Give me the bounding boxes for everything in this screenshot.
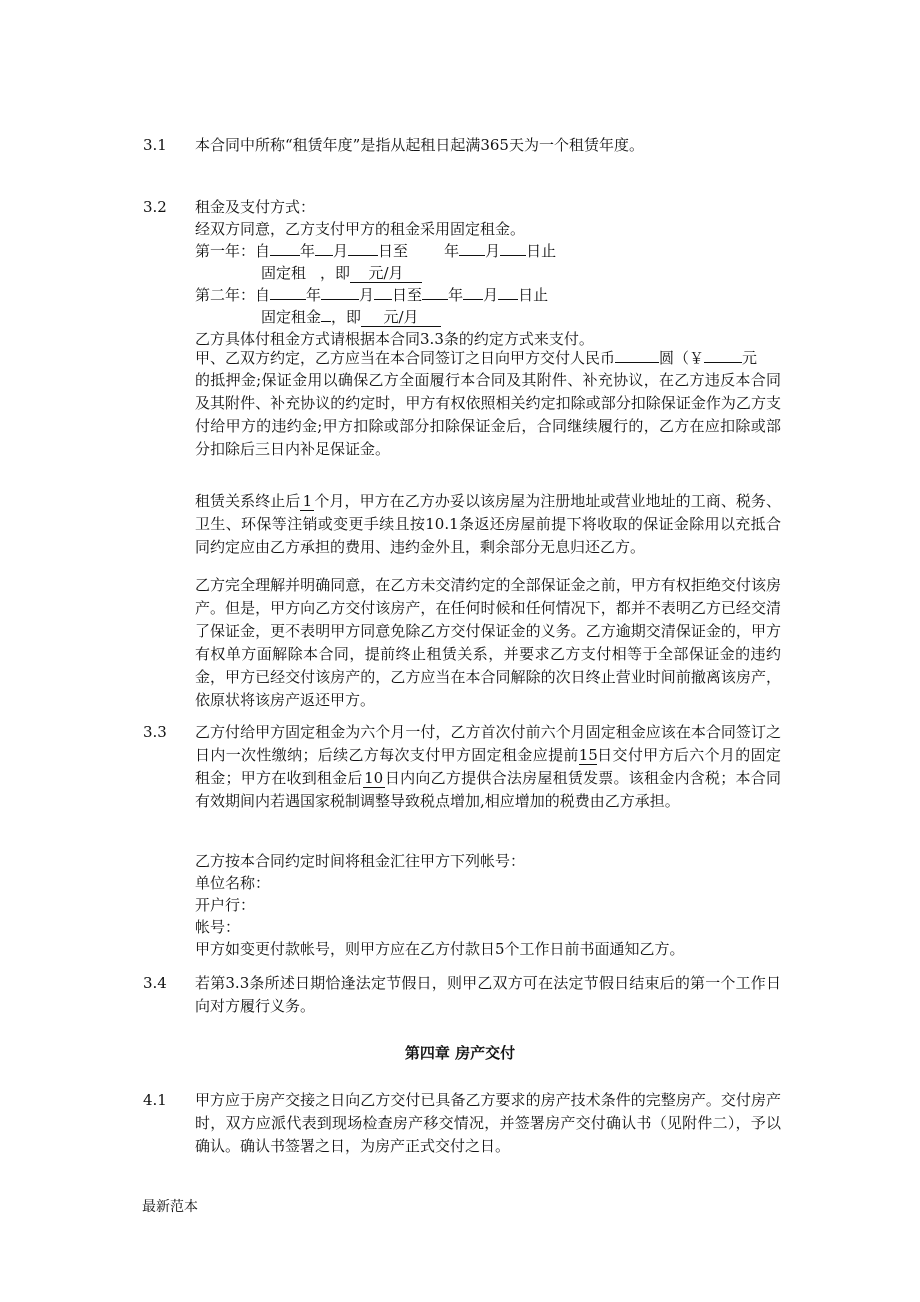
deposit-return-text: 租赁关系终止后 1 个月，甲方在乙方办妥以该房屋为注册地址或营业地址的工商、税务、卫生、环保等注销或变更手续且按10.1条返还房屋前提下将收取的保证金除用以充抵合同约定应由乙方承担的费用、违约金外且，剩余部分无息归还乙方。 — [195, 492, 781, 556]
rent-payment-text: 乙方付给甲方固定租金为六个月一付，乙方首次付前六个月固定租金应该在本合同签订之日内一次性缴纳；后续乙方每次支付甲方固定租金应提前15日交付甲方后六个月的固定租金；甲方在收到租金后10日内向乙方提供合法房屋租赁发票。该租金内含税；本合同有效期间内若遇国家税制调整导致税点增加,相应增加的税费由乙方承担。 — [195, 723, 781, 810]
clause-text: 本合同中所称“租赁年度”是指从起租日起满365天为一个租赁年度。 — [195, 136, 644, 154]
year1-fixed-rent: 固定租 ，即 元/月 — [195, 262, 781, 284]
deposit-understanding-text: 乙方完全理解并明确同意，在乙方未交清约定的全部保证金之前，甲方有权拒绝交付该房产。但是，甲方向乙方交付该房产，在任何时候和任何情况下，都并不表明乙方已经交清了保证金，更不表明甲方同意免除乙方交付保证金的义务。乙方逾期交清保证金的，甲方有权单方面解除本合同，提前终止租赁关系，并要求乙方支付相等于全部保证金的违约金，甲方已经交付该房产的，乙方应当在本合同解除的次日终止营业时间前撤离该房产，依原状将该房产返还甲方。 — [195, 576, 781, 709]
clause-title: 租金及支付方式： — [195, 198, 316, 216]
rent-intro: 经双方同意，乙方支付甲方的租金采用固定租金。 — [195, 220, 526, 238]
year2-fixed-rent: 固定租金 ，即 元/月 — [195, 306, 781, 328]
bank-label: 开户行： — [195, 896, 256, 914]
payment-method-note: 乙方具体付租金方式请根据本合同3.3条的约定方式来支付。 — [195, 330, 594, 348]
clause-number: 3.1 — [143, 136, 167, 154]
clause-text: 若第3.3条所述日期恰逢法定节假日，则甲乙双方可在法定节假日结束后的第一个工作日向对方履行义务。 — [195, 974, 781, 1015]
year1-period: 第一年：自 年 月 日至 年 月 日止 — [195, 242, 557, 260]
account-number-label: 帐号： — [195, 918, 241, 936]
deposit-first-line: 甲、乙双方约定，乙方应当在本合同签订之日向甲方交付人民币 圆（￥ 元 — [195, 349, 758, 367]
year2-period: 第二年：自 年 月 日至 年 月 日止 — [195, 286, 549, 304]
account-intro: 乙方按本合同约定时间将租金汇往甲方下列帐号： — [195, 852, 526, 870]
account-change-notice: 甲方如变更付款帐号，则甲方应在乙方付款日5个工作日前书面通知乙方。 — [195, 940, 685, 958]
clause-number: 4.1 — [143, 1091, 167, 1109]
unit-name-label: 单位名称： — [195, 874, 271, 892]
chapter-heading: 第四章 房产交付 — [404, 1044, 516, 1062]
deposit-text: 的抵押金;保证金用以确保乙方全面履行本合同及其附件、补充协议，在乙方违反本合同及其附件、补充协议的约定时，甲方有权依照相关约定扣除或部分扣除保证金作为乙方支付给甲方的违约金;甲方扣除或部分扣除保证金后，合同继续履行的，乙方在应扣除或部分扣除后三日内补足保证金。 — [195, 371, 781, 458]
clause-number: 3.2 — [143, 198, 167, 216]
clause-text: 甲方应于房产交接之日向乙方交付已具备乙方要求的房产技术条件的完整房产。交付房产时，双方应派代表到现场检查房产移交情况，并签署房产交付确认书（见附件二），予以确认。确认书签署之日，为房产正式交付之日。 — [195, 1091, 781, 1155]
clause-number: 3.4 — [143, 974, 167, 992]
page-footer: 最新范本 — [142, 1199, 198, 1215]
clause-number: 3.3 — [143, 723, 167, 741]
